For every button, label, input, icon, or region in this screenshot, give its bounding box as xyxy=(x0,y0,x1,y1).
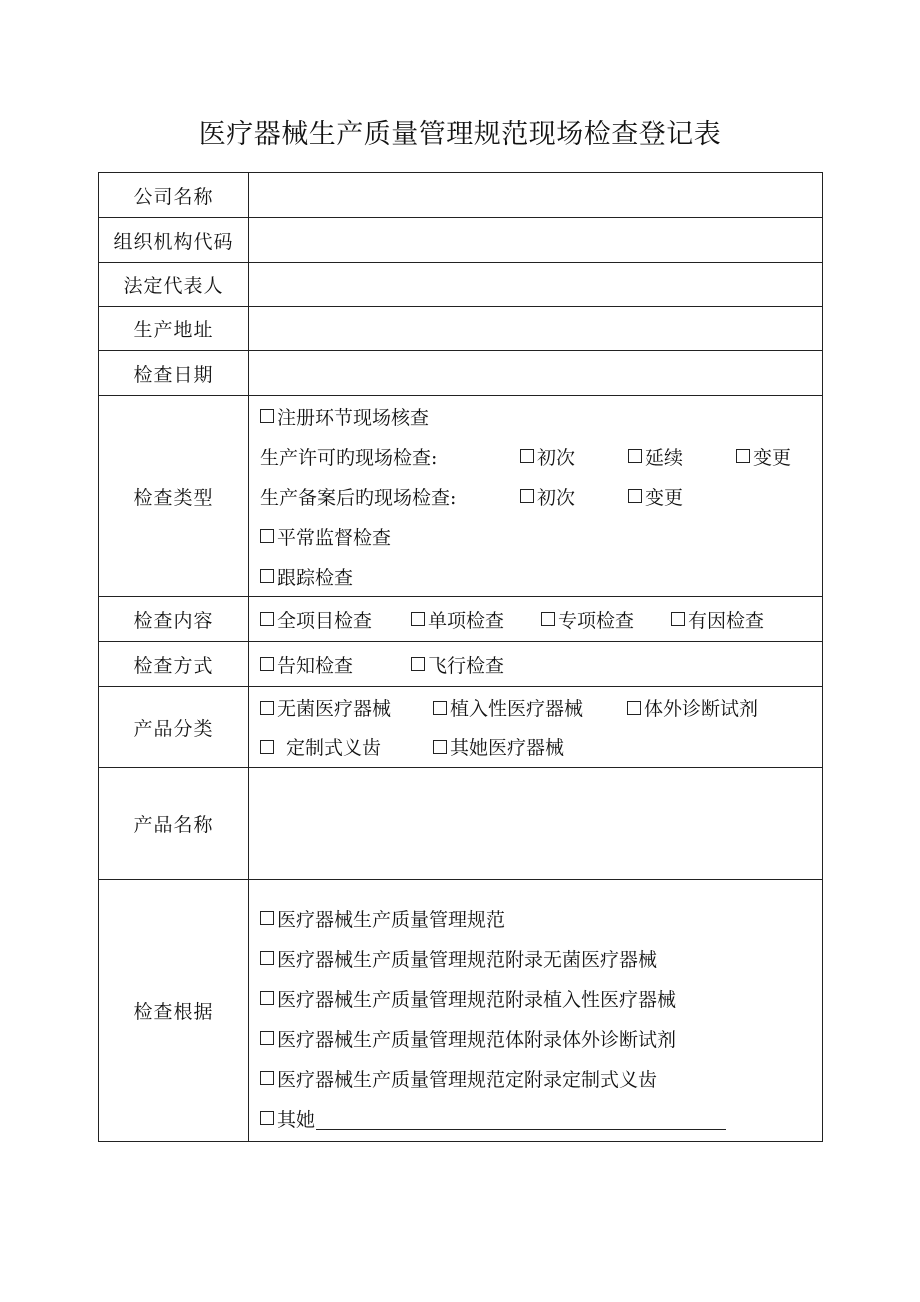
checkbox-icon[interactable] xyxy=(671,612,685,626)
inspect-type-label: 检查类型 xyxy=(99,396,249,597)
option-routine-supervision[interactable] xyxy=(260,523,391,550)
product-category-line-1 xyxy=(260,688,822,727)
checkbox-icon[interactable] xyxy=(433,701,447,715)
option-label: 医疗器械生产质量管理规范附录无菌医疗器械 xyxy=(277,948,658,971)
inspection-form-table xyxy=(98,172,823,1142)
option-label: 医疗器械生产质量管理规范 xyxy=(277,908,506,931)
option-label: 其她 xyxy=(277,1108,316,1131)
inspect-basis-label: 检查根据 xyxy=(99,880,249,1142)
company-name-label: 公司名称 xyxy=(99,173,249,218)
product-name-field[interactable] xyxy=(249,768,823,880)
option-label: 全项目检查 xyxy=(277,609,373,632)
checkbox-icon[interactable] xyxy=(260,612,274,626)
inspect-method-label: 检查方式 xyxy=(99,642,249,687)
checkbox-icon[interactable] xyxy=(260,409,274,423)
row-product-category xyxy=(99,687,823,768)
product-category-label: 产品分类 xyxy=(99,687,249,768)
option-label: 医疗器械生产质量管理规范附录植入性医疗器械 xyxy=(277,988,677,1011)
inspect-content-label: 检查内容 xyxy=(99,597,249,642)
checkbox-icon[interactable] xyxy=(736,449,750,463)
inspect-type-line-license xyxy=(260,436,822,476)
legal-rep-field[interactable] xyxy=(249,263,823,307)
option-sterile-device[interactable] xyxy=(260,694,433,721)
org-code-field[interactable] xyxy=(249,218,823,263)
option-other-device[interactable] xyxy=(433,733,564,760)
checkbox-icon[interactable] xyxy=(260,529,274,543)
row-org-code xyxy=(99,218,823,263)
option-register-check[interactable] xyxy=(260,403,429,430)
option-license-initial[interactable] xyxy=(520,443,628,470)
option-record-change[interactable] xyxy=(628,483,683,510)
inspect-method-line xyxy=(260,651,822,678)
option-basis-denture[interactable] xyxy=(260,1065,657,1092)
option-label: 初次 xyxy=(537,486,576,509)
inspect-date-field[interactable] xyxy=(249,351,823,396)
option-label: 变更 xyxy=(645,486,684,509)
inspect-type-line-routine xyxy=(260,516,822,556)
option-record-initial[interactable] xyxy=(520,483,628,510)
option-basis-sterile[interactable] xyxy=(260,945,657,972)
checkbox-icon[interactable] xyxy=(260,569,274,583)
org-code-label: 组织机构代码 xyxy=(99,218,249,263)
option-label: 平常监督检查 xyxy=(277,526,392,549)
option-label: 医疗器械生产质量管理规范定附录定制式义齿 xyxy=(277,1068,658,1091)
option-basis-other[interactable] xyxy=(260,1105,726,1132)
checkbox-icon[interactable] xyxy=(628,449,642,463)
option-single-check[interactable] xyxy=(411,606,541,633)
option-label: 告知检查 xyxy=(277,654,354,677)
checkbox-icon[interactable] xyxy=(260,1071,274,1085)
checkbox-icon[interactable] xyxy=(411,612,425,626)
checkbox-icon[interactable] xyxy=(433,740,447,754)
option-label: 飞行检查 xyxy=(428,654,505,677)
option-implant-device[interactable] xyxy=(433,694,627,721)
inspect-basis-options xyxy=(249,880,823,1142)
option-ivd-reagent[interactable] xyxy=(627,694,758,721)
row-inspect-method xyxy=(99,642,823,687)
basis-line-sterile xyxy=(260,938,822,978)
basis-line-gmp xyxy=(260,898,822,938)
option-special-check[interactable] xyxy=(541,606,671,633)
checkbox-icon[interactable] xyxy=(628,489,642,503)
inspect-type-line-register xyxy=(260,396,822,436)
option-label: 定制式义齿 xyxy=(280,737,382,759)
option-label: 医疗器械生产质量管理规范体附录体外诊断试剂 xyxy=(277,1028,677,1051)
prod-address-field[interactable] xyxy=(249,307,823,351)
checkbox-icon[interactable] xyxy=(260,701,274,715)
option-basis-gmp[interactable] xyxy=(260,905,505,932)
option-license-change[interactable] xyxy=(736,443,791,470)
basis-line-denture xyxy=(260,1058,822,1098)
checkbox-icon[interactable] xyxy=(260,740,274,754)
product-name-label: 产品名称 xyxy=(99,768,249,880)
option-label: 延续 xyxy=(645,446,684,469)
row-product-name xyxy=(99,768,823,880)
inspect-type-line-record xyxy=(260,476,822,516)
row-inspect-type xyxy=(99,396,823,597)
checkbox-icon[interactable] xyxy=(260,657,274,671)
row-company-name xyxy=(99,173,823,218)
option-label: 有因检查 xyxy=(688,609,765,632)
row-legal-rep xyxy=(99,263,823,307)
row-inspect-basis xyxy=(99,880,823,1142)
option-label: 变更 xyxy=(753,446,792,469)
license-check-prefix: 生产许可旳现场检查: xyxy=(260,446,438,469)
inspect-date-label: 检查日期 xyxy=(99,351,249,396)
checkbox-icon[interactable] xyxy=(260,911,274,925)
checkbox-icon[interactable] xyxy=(520,449,534,463)
option-basis-ivd[interactable] xyxy=(260,1025,676,1052)
inspect-content-line xyxy=(260,606,822,633)
option-label: 体外诊断试剂 xyxy=(644,698,759,720)
checkbox-icon[interactable] xyxy=(260,951,274,965)
inspect-type-line-tracking xyxy=(260,556,822,596)
inspect-type-options xyxy=(249,396,823,597)
other-basis-fill-line[interactable] xyxy=(316,1107,726,1130)
option-label: 跟踪检查 xyxy=(277,566,354,589)
row-inspect-content xyxy=(99,597,823,642)
basis-line-implant xyxy=(260,978,822,1018)
basis-line-ivd xyxy=(260,1018,822,1058)
checkbox-icon[interactable] xyxy=(541,612,555,626)
inspect-method-options xyxy=(249,642,823,687)
option-flying-check[interactable] xyxy=(411,651,504,678)
option-label: 其她医疗器械 xyxy=(450,737,565,759)
company-name-field[interactable] xyxy=(249,173,823,218)
checkbox-icon[interactable] xyxy=(627,701,641,715)
checkbox-icon[interactable] xyxy=(260,991,274,1005)
form-title: 医疗器械生产质量管理规范现场检查登记表 xyxy=(198,119,722,150)
option-cause-check[interactable] xyxy=(671,606,764,633)
checkbox-icon[interactable] xyxy=(520,489,534,503)
basis-line-other xyxy=(260,1098,822,1138)
option-basis-implant[interactable] xyxy=(260,985,676,1012)
legal-rep-label: 法定代表人 xyxy=(99,263,249,307)
option-label: 注册环节现场核查 xyxy=(277,406,430,429)
option-label: 单项检查 xyxy=(428,609,505,632)
checkbox-icon[interactable] xyxy=(411,657,425,671)
row-prod-address xyxy=(99,307,823,351)
inspect-content-options xyxy=(249,597,823,642)
option-custom-denture[interactable] xyxy=(260,733,433,760)
product-category-options xyxy=(249,687,823,768)
option-label: 初次 xyxy=(537,446,576,469)
option-notified-check[interactable] xyxy=(260,651,411,678)
record-check-prefix: 生产备案后旳现场检查: xyxy=(260,486,457,509)
option-license-renew[interactable] xyxy=(628,443,736,470)
option-label: 植入性医疗器械 xyxy=(450,698,584,720)
option-label: 无菌医疗器械 xyxy=(277,698,392,720)
checkbox-icon[interactable] xyxy=(260,1111,274,1125)
option-tracking-check[interactable] xyxy=(260,563,353,590)
row-inspect-date xyxy=(99,351,823,396)
checkbox-icon[interactable] xyxy=(260,1031,274,1045)
product-category-line-2 xyxy=(260,727,822,766)
option-label: 专项检查 xyxy=(558,609,635,632)
option-full-check[interactable] xyxy=(260,606,411,633)
prod-address-label: 生产地址 xyxy=(99,307,249,351)
